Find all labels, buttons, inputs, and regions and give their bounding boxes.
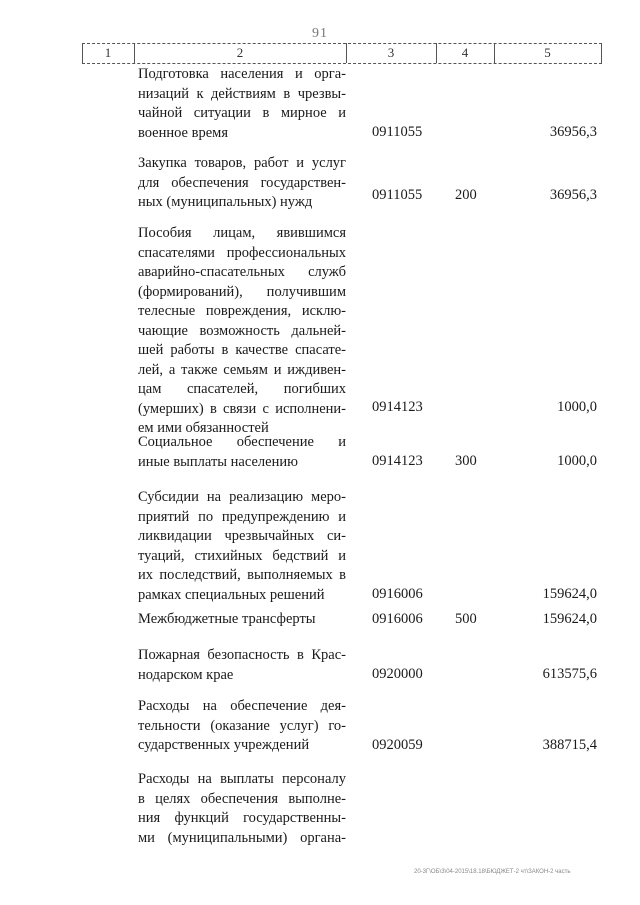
- row-description: [138, 697, 346, 756]
- description-line: ликвидации чрезвычайных си-: [138, 528, 346, 544]
- target-code: 0916006: [372, 611, 423, 627]
- description-line: (умерших) в связи с исполнени-: [138, 400, 346, 417]
- row-description: [138, 646, 346, 685]
- description-line: Межбюджетные трансферты: [138, 611, 316, 627]
- description-line: аварийно-спасательных служб: [138, 264, 346, 280]
- description-line: Субсидии на реализацию меро-: [138, 489, 346, 505]
- header-divider: [601, 43, 602, 63]
- amount: 159624,0: [542, 611, 597, 627]
- target-code: 0911055: [372, 187, 423, 203]
- target-code: 0916006: [372, 586, 423, 602]
- description-line: лей, а также семьям и иждивен-: [138, 361, 346, 378]
- description-line: их последствий, выполняемых в: [138, 567, 346, 583]
- row-description: [138, 433, 346, 472]
- amount: 1000,0: [557, 399, 597, 415]
- row-description: [138, 610, 346, 630]
- amount: 36956,3: [549, 187, 597, 203]
- amount: 388715,4: [542, 737, 597, 753]
- description-line: ем ими обязанностей: [138, 420, 269, 436]
- row-description: [138, 224, 346, 439]
- amount: 36956,3: [549, 124, 597, 140]
- row-description: [138, 65, 346, 143]
- row-description: [138, 488, 346, 605]
- description-line: рамках специальных решений: [138, 586, 325, 603]
- description-line: военное время: [138, 124, 228, 141]
- header-col-5: 5: [544, 45, 551, 60]
- expense-type: 200: [455, 187, 477, 203]
- row-description: [138, 770, 346, 848]
- amount: 159624,0: [542, 586, 597, 602]
- description-line: сударственных учреждений: [138, 737, 310, 753]
- description-line: Пособия лицам, явившимся: [138, 225, 346, 241]
- description-line: ния функций государственны-: [138, 810, 346, 826]
- target-code: 0920059: [372, 737, 423, 753]
- description-line: чайной ситуации в мирное и: [138, 105, 346, 121]
- header-col-2: 2: [236, 45, 244, 60]
- description-line: Расходы на обеспечение дея-: [138, 698, 346, 714]
- description-line: Закупка товаров, работ и услуг: [138, 155, 346, 171]
- description-line: Подготовка населения и орга-: [138, 66, 346, 82]
- target-code: 0911055: [372, 124, 423, 140]
- expense-type: 500: [455, 611, 477, 627]
- description-line: телесные повреждения, исклю-: [138, 303, 346, 319]
- expense-type: 300: [455, 453, 477, 469]
- header-bottom-rule: [82, 63, 602, 64]
- description-line: (формирований), получившим: [138, 283, 346, 300]
- description-line: приятий по предупреждению и: [138, 508, 346, 525]
- description-line: низаций к действиям в чрезвы-: [138, 85, 346, 102]
- description-line: иные выплаты населению: [138, 453, 298, 470]
- amount: 613575,6: [542, 666, 597, 682]
- target-code: 0920000: [372, 666, 423, 682]
- description-line: Пожарная безопасность в Крас-: [138, 647, 346, 663]
- description-line: туаций, стихийных бедствий и: [138, 547, 346, 564]
- amount: 1000,0: [557, 453, 597, 469]
- description-line: спасателями профессиональных: [138, 244, 346, 261]
- description-line: шей работы в качестве спасате-: [138, 342, 346, 358]
- description-line: ми (муниципальными) органа-: [138, 829, 346, 846]
- description-line: Социальное обеспечение и: [138, 434, 346, 450]
- target-code: 0914123: [372, 453, 423, 469]
- description-line: цам спасателей, погибших: [138, 381, 346, 397]
- header-col-4: 4: [461, 45, 469, 60]
- footer-file-path: 20-3Г\ОБ\3\04-2015\18.18\БЮДЖЕТ-2 чт\ЗАКОН-2 часть: [414, 869, 571, 875]
- row-description: [138, 154, 346, 213]
- description-line: чающие возможность дальней-: [138, 322, 346, 339]
- header-col-1: 1: [104, 45, 112, 60]
- header-col-3: 3: [387, 45, 395, 60]
- description-line: нодарском крае: [138, 666, 234, 683]
- page-number: 91: [312, 26, 328, 41]
- description-line: в целях обеспечения выполне-: [138, 790, 346, 807]
- description-line: Расходы на выплаты персоналу: [138, 771, 346, 787]
- target-code: 0914123: [372, 399, 423, 415]
- description-line: для обеспечения государствен-: [138, 174, 346, 191]
- description-line: ных (муниципальных) нужд: [138, 194, 313, 210]
- description-line: тельности (оказание услуг) го-: [138, 717, 346, 734]
